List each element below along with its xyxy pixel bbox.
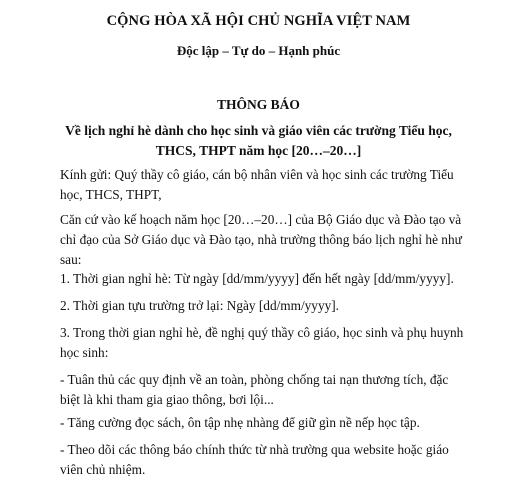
subject-line: Về lịch nghỉ hè dành cho học sinh và giáo viên các trường Tiểu học, xyxy=(65,123,452,138)
text-line: 3. Trong thời gian nghỉ hè, đề nghị quý thầy cô giáo, học sinh và phụ huynh xyxy=(60,325,464,340)
text-line: sau: xyxy=(60,252,82,267)
text-line: Kính gửi: Quý thầy cô giáo, cán bộ nhân viên và học sinh các trường Tiểu xyxy=(60,167,454,182)
document-subject xyxy=(0,121,517,161)
document-type-heading: THÔNG BÁO xyxy=(217,97,300,112)
text-line: học sinh: xyxy=(60,345,109,360)
text-line: học, THCS, THPT, xyxy=(60,187,162,202)
national-title: CỘNG HÒA XÃ HỘI CHỦ NGHĨA VIỆT NAM xyxy=(106,13,411,29)
text-line: biệt là khi tham gia giao thông, bơi lội... xyxy=(60,392,274,407)
text-line: chỉ đạo của Sở Giáo dục và Đào tạo, nhà trường thông báo lịch nghỉ hè như xyxy=(60,232,462,247)
item-vacation-period: 1. Thời gian nghỉ hè: Từ ngày [dd/mm/yyyy] đến hết ngày [dd/mm/yyyy]. xyxy=(60,271,454,286)
text-line: - Tuân thủ các quy định về an toàn, phòng chống tai nạn thương tích, đặc xyxy=(60,372,449,387)
national-motto: Độc lập – Tự do – Hạnh phúc xyxy=(176,43,341,58)
bullet-safety xyxy=(60,370,470,410)
item-return-date: 2. Thời gian tựu trường trở lại: Ngày [dd/mm/yyyy]. xyxy=(60,298,340,313)
bullet-reading: - Tăng cường đọc sách, ôn tập nhẹ nhàng để giữ gìn nề nếp học tập. xyxy=(60,415,420,430)
text-line: Căn cứ vào kế hoạch năm học [20…–20…] của Bộ Giáo dục và Đào tạo và xyxy=(60,212,462,227)
item-recommendations xyxy=(60,323,470,363)
text-line: viên chủ nhiệm. xyxy=(60,462,146,477)
subject-line: THCS, THPT năm học [20…–20…] xyxy=(155,143,362,158)
salutation-paragraph xyxy=(60,165,470,205)
basis-paragraph xyxy=(60,210,470,270)
bullet-announcements xyxy=(60,440,470,480)
text-line: - Theo dõi các thông báo chính thức từ nhà trường qua website hoặc giáo xyxy=(60,442,449,457)
